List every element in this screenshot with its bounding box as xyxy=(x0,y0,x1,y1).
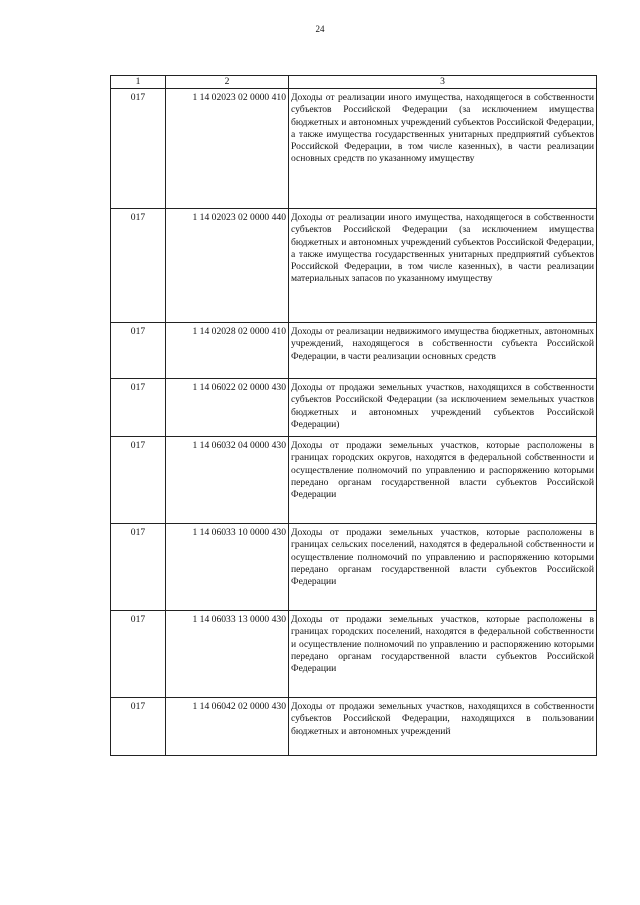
budget-code-cell: 1 14 02028 02 0000 410 xyxy=(166,323,289,379)
budget-code-cell: 1 14 06032 04 0000 430 xyxy=(166,437,289,524)
table-row xyxy=(111,323,597,379)
table-row xyxy=(111,379,597,437)
description-cell: Доходы от продажи земельных участков, которые расположены в границах городских округов, находятся в федеральной собственности и осуществление полномочий по управлению и распоряжению которыми передано органам государственной власти субъектов Российской Федерации xyxy=(289,437,597,524)
budget-code-cell: 1 14 02023 02 0000 440 xyxy=(166,209,289,323)
table-header-row xyxy=(111,76,597,89)
header-col-3: 3 xyxy=(289,76,597,89)
description-cell: Доходы от продажи земельных участков, которые расположены в границах городских поселений, находятся в федеральной собственности и осуществление полномочий по управлению и распоряжению которыми передано органам государственной власти субъектов Российской Федерации xyxy=(289,611,597,698)
budget-code-cell: 1 14 06022 02 0000 430 xyxy=(166,379,289,437)
description-cell: Доходы от продажи земельных участков, которые расположены в границах сельских поселений, находятся в федеральной собственности и осуществление полномочий по управлению и распоряжению которыми передано органам государственной власти субъектов Российской Федерации xyxy=(289,524,597,611)
admin-code-cell: 017 xyxy=(111,611,166,698)
admin-code-cell: 017 xyxy=(111,323,166,379)
budget-code-cell: 1 14 06042 02 0000 430 xyxy=(166,698,289,756)
table-row xyxy=(111,611,597,698)
table-row xyxy=(111,524,597,611)
description-cell: Доходы от продажи земельных участков, находящихся в собственности субъектов Российской Федерации (за исключением земельных участков бюджетных и автономных учреждений субъектов Российской Федерации) xyxy=(289,379,597,437)
header-col-1: 1 xyxy=(111,76,166,89)
admin-code-cell: 017 xyxy=(111,698,166,756)
admin-code-cell: 017 xyxy=(111,379,166,437)
budget-code-cell: 1 14 02023 02 0000 410 xyxy=(166,89,289,209)
table-row xyxy=(111,209,597,323)
table-row xyxy=(111,437,597,524)
revenue-codes-table xyxy=(110,75,597,756)
description-cell: Доходы от реализации иного имущества, находящегося в собственности субъектов Российской Федерации (за исключением имущества бюджетных и автономных учреждений субъектов Российской Федерации, а также имущества государственных унитарных предприятий субъектов Российской Федерации, в том числе казенных), в части реализации материальных запасов по указанному имуществу xyxy=(289,209,597,323)
page-number: 24 xyxy=(315,24,325,34)
admin-code-cell: 017 xyxy=(111,437,166,524)
budget-code-cell: 1 14 06033 13 0000 430 xyxy=(166,611,289,698)
description-cell: Доходы от реализации иного имущества, находящегося в собственности субъектов Российской Федерации (за исключением имущества бюджетных и автономных учреждений субъектов Российской Федерации, а также имущества государственных унитарных предприятий субъектов Российской Федерации, в том числе казенных), в части реализации основных средств по указанному имуществу xyxy=(289,89,597,209)
table-row xyxy=(111,698,597,756)
admin-code-cell: 017 xyxy=(111,209,166,323)
admin-code-cell: 017 xyxy=(111,89,166,209)
budget-code-cell: 1 14 06033 10 0000 430 xyxy=(166,524,289,611)
description-cell: Доходы от реализации недвижимого имущества бюджетных, автономных учреждений, находящегося в собственности субъекта Российской Федерации, в части реализации основных средств xyxy=(289,323,597,379)
table-row xyxy=(111,89,597,209)
admin-code-cell: 017 xyxy=(111,524,166,611)
description-cell: Доходы от продажи земельных участков, находящихся в собственности субъектов Российской Федерации, находящихся в пользовании бюджетных и автономных учреждений xyxy=(289,698,597,756)
header-col-2: 2 xyxy=(166,76,289,89)
